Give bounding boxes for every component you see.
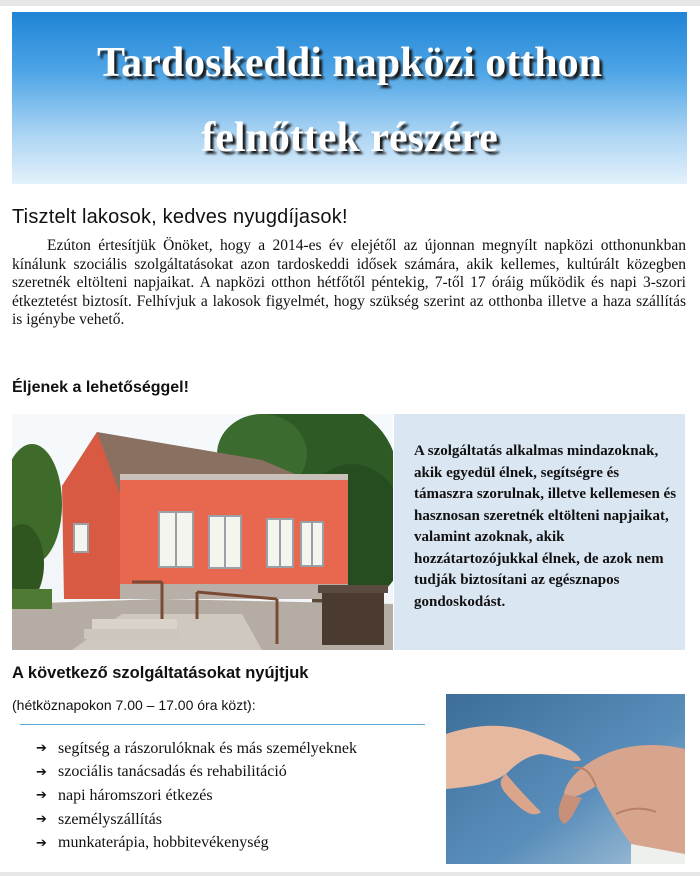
- daycare-house-photo: [12, 414, 393, 650]
- banner-title-line-1: Tardoskeddi napközi otthon: [97, 40, 602, 86]
- list-item: [36, 737, 357, 761]
- intro-paragraph: Ezúton értesítjük Önöket, hogy a 2014-es év elejétől az újonnan megnyílt napközi otthonunkban kínálunk szociális szolgáltatásokat azon tardoskeddi idősek számára, akik kellemes, kultúrált közegben szeretnék eltölteni napjaikat. A napközi otthon hétfőtől péntekig, 7-től 17 óráig működik és napi 3-szori étkeztetést biztosít. Felhívjuk a lakosok figyelmét, hogy szükség szerint az otthonba illetve a haza szállítás is igénybe vehető.: [12, 237, 686, 329]
- helping-hands-photo: [446, 694, 685, 864]
- arrow-right-icon: ➔: [36, 741, 47, 757]
- service-label: személyszállítás: [58, 810, 162, 828]
- top-border: [0, 0, 700, 6]
- service-label: szociális tanácsadás és rehabilitáció: [58, 763, 287, 781]
- service-label: munkaterápia, hobbitevékenység: [58, 834, 269, 852]
- greeting-heading: Tisztelt lakosok, kedves nyugdíjasok!: [12, 206, 348, 228]
- info-box: [394, 414, 685, 650]
- info-box-text: A szolgáltatás alkalmas mindazoknak, akik egyedül élnek, segítségre és támaszra szorulnak, illetve kellemesen és hasznosan szeretnék eltölteni napjaikat, valamint azoknak, akik hozzátartozójukkal élnek, de azok nem tudják biztosítani az egésznapos gondoskodást.: [414, 443, 677, 610]
- service-label: napi háromszori étkezés: [58, 786, 213, 804]
- arrow-right-icon: ➔: [36, 788, 47, 804]
- list-item: [36, 831, 357, 855]
- arrow-right-icon: ➔: [36, 812, 47, 828]
- enjoy-heading: Éljenek a lehetőséggel!: [12, 379, 189, 396]
- list-item: [36, 808, 357, 832]
- arrow-right-icon: ➔: [36, 835, 47, 851]
- banner-title-line-2: felnőttek részére: [201, 115, 498, 161]
- services-heading: A következő szolgáltatásokat nyújtjuk: [12, 664, 309, 682]
- services-list: [36, 737, 357, 855]
- title-banner: [12, 12, 687, 184]
- section-divider: [20, 724, 425, 725]
- list-item: [36, 761, 357, 785]
- arrow-right-icon: ➔: [36, 764, 47, 780]
- service-label: segítség a rászorulóknak és más személyeknek: [58, 739, 358, 757]
- opening-hours: (hétköznapokon 7.00 – 17.00 óra közt):: [12, 697, 256, 713]
- bottom-border: [0, 872, 700, 876]
- list-item: [36, 784, 357, 808]
